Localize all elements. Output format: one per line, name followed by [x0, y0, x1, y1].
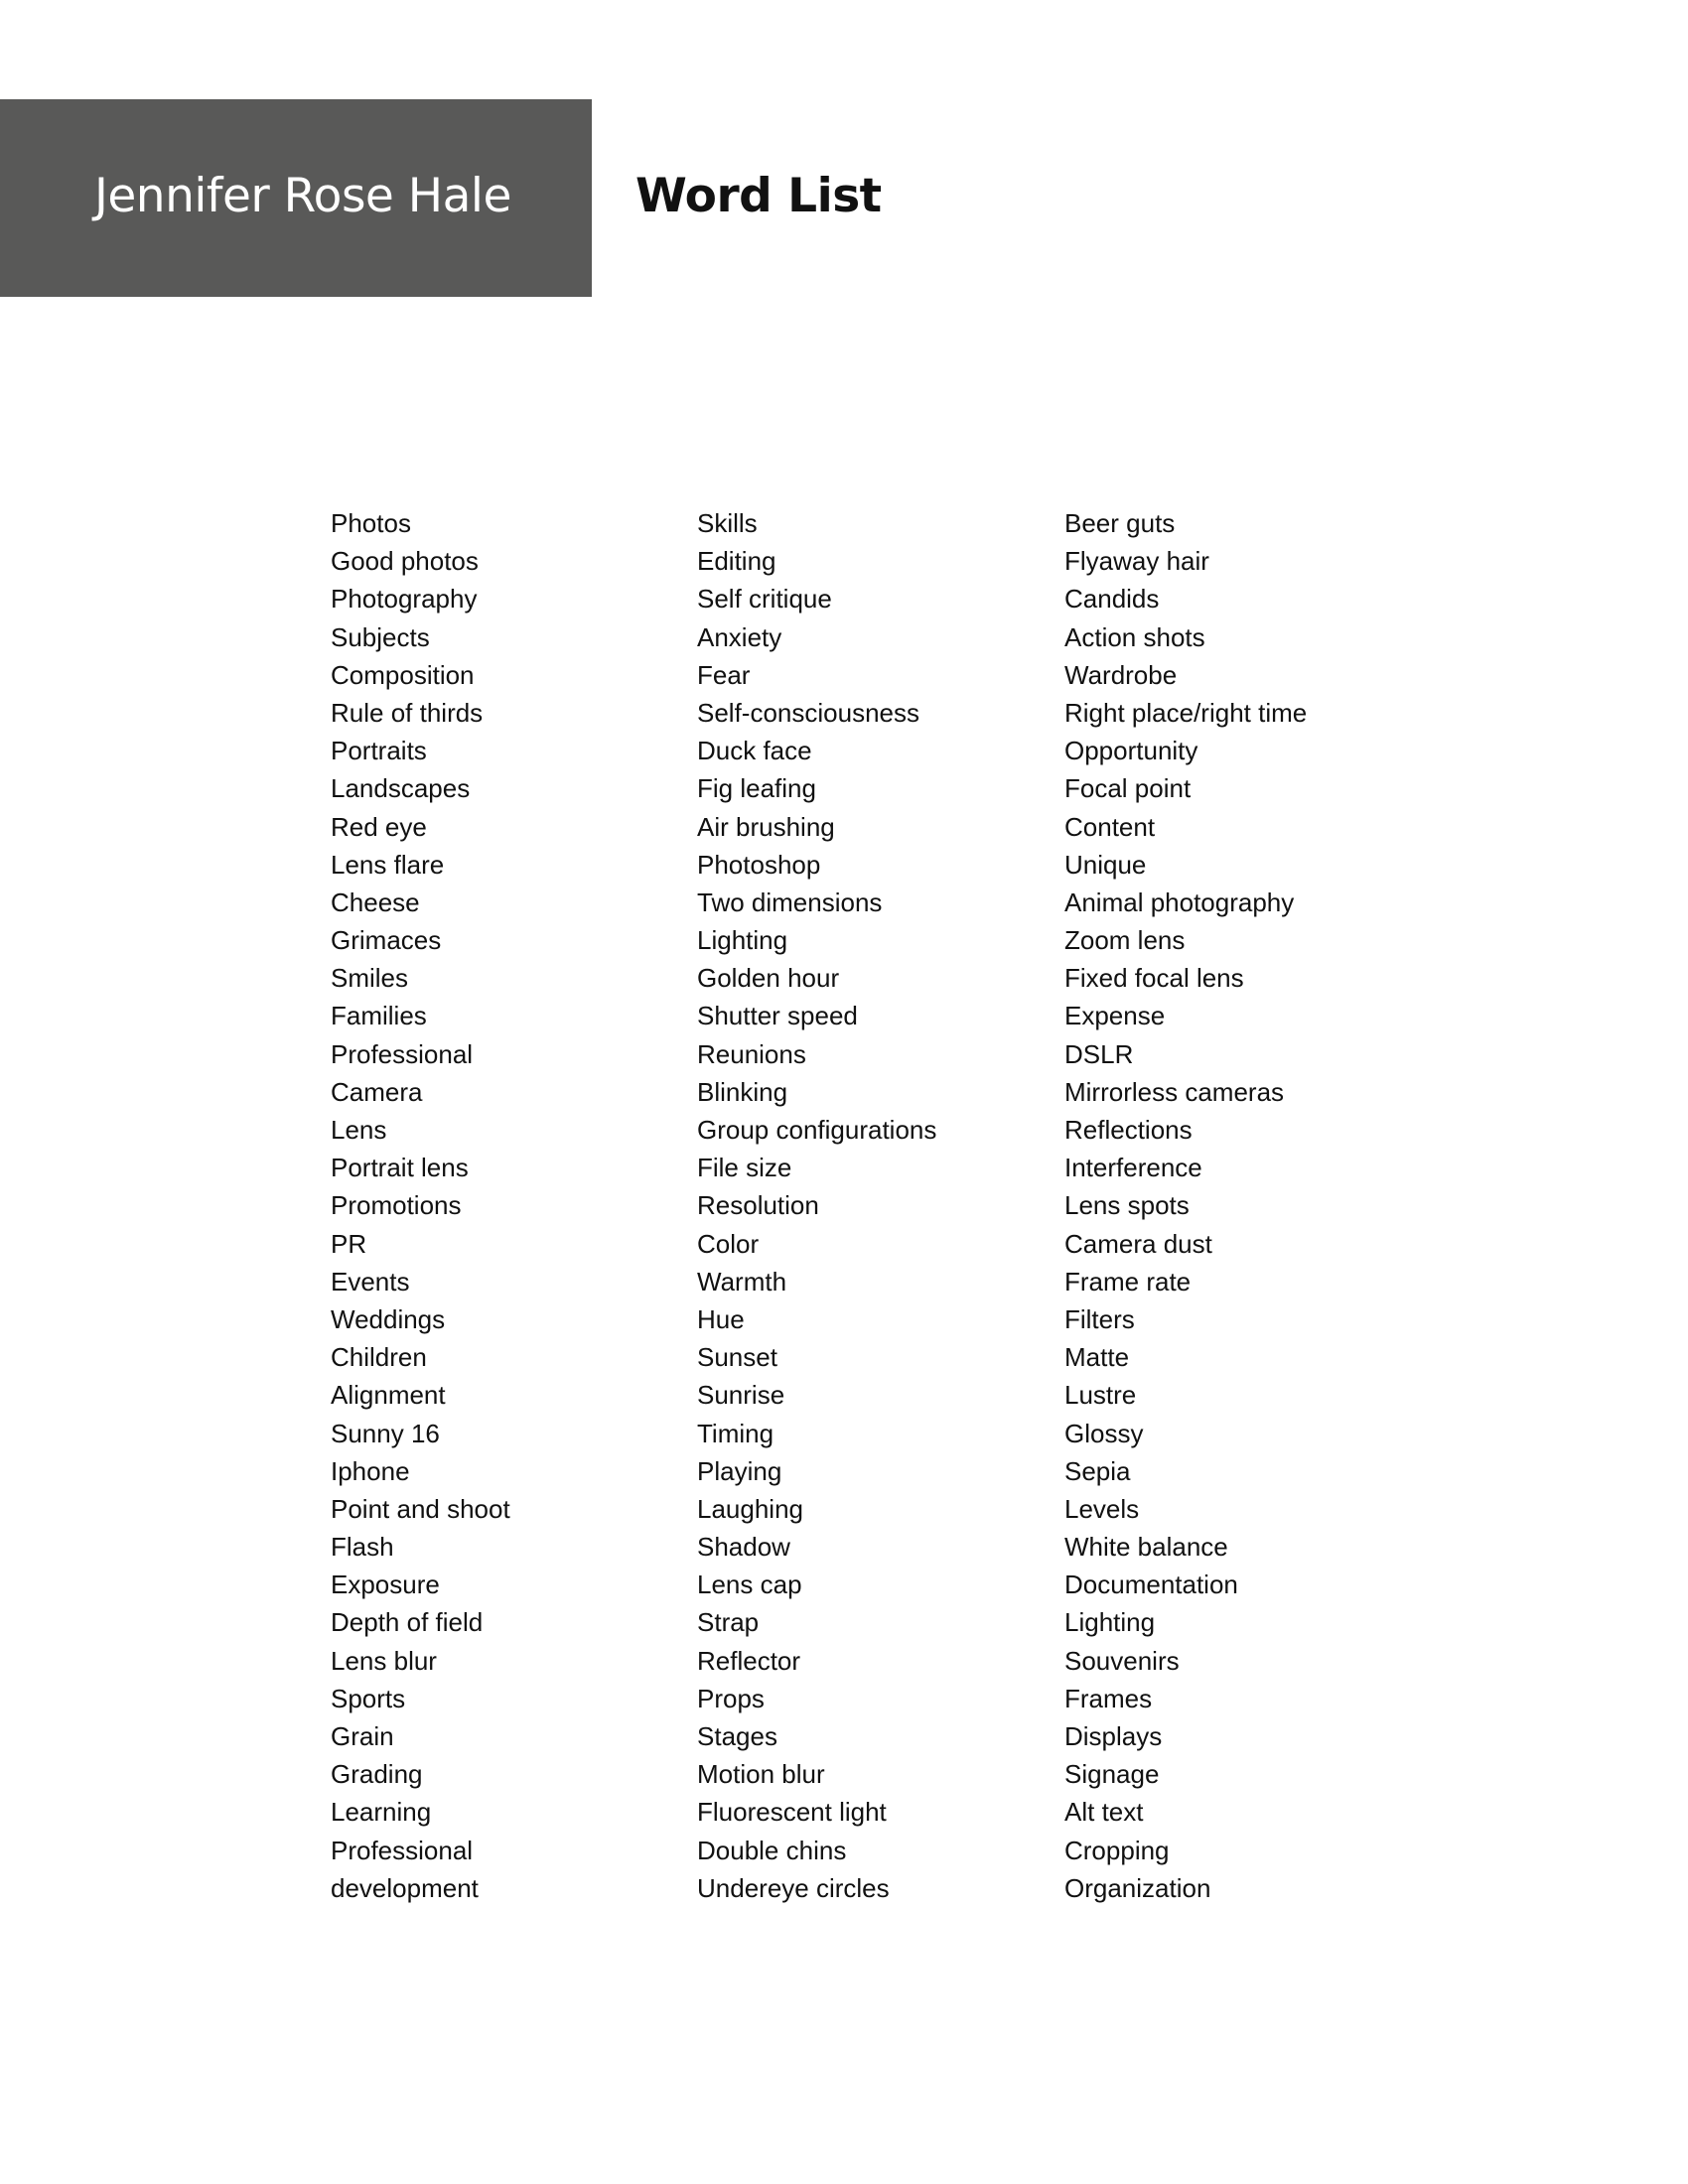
word-list-item: Reflector [697, 1645, 801, 1676]
word-list-item: Lighting [1064, 1607, 1156, 1638]
word-list-item: Reflections [1064, 1115, 1193, 1145]
word-list-item: Weddings [331, 1303, 446, 1334]
word-list-item: Glossy [1064, 1418, 1144, 1448]
word-list-item: Two dimensions [697, 887, 883, 917]
word-list-item: Animal photography [1064, 887, 1295, 917]
word-list-item: Souvenirs [1064, 1645, 1180, 1676]
word-list-item: Learning [331, 1797, 432, 1828]
word-list-item: Resolution [697, 1190, 819, 1221]
word-list-item: Professional [331, 1835, 474, 1865]
author-banner [0, 99, 592, 297]
word-list-item: Lens spots [1064, 1190, 1190, 1221]
word-list-item: Sunrise [697, 1380, 785, 1411]
word-list-item: Flyaway hair [1064, 546, 1209, 577]
word-list-item: Portrait lens [331, 1153, 469, 1183]
word-list-item: Promotions [331, 1190, 462, 1221]
word-list-item: Grimaces [331, 925, 442, 956]
word-list-item: Beer guts [1064, 508, 1176, 538]
word-list-item: Photoshop [697, 849, 821, 880]
word-list-item: Organization [1064, 1872, 1211, 1903]
word-list-item: Exposure [331, 1570, 440, 1600]
word-list-item: Mirrorless cameras [1064, 1076, 1285, 1107]
word-list-item: Zoom lens [1064, 925, 1186, 956]
word-list-item: Lens cap [697, 1570, 802, 1600]
word-list-item: PR [331, 1228, 367, 1259]
word-list-item: Expense [1064, 1001, 1166, 1031]
word-list-item: Lighting [697, 925, 788, 956]
word-list-item: Sports [331, 1683, 406, 1713]
word-list-item: Action shots [1064, 621, 1205, 652]
page-title: Word List [635, 169, 882, 223]
word-list-item: File size [697, 1153, 792, 1183]
word-list-item: Lens [331, 1115, 387, 1145]
word-list-item: Sepia [1064, 1455, 1131, 1486]
word-list-item: Playing [697, 1455, 782, 1486]
word-column-1 [331, 504, 510, 1907]
word-list-item: Shadow [697, 1532, 790, 1563]
word-list-item: Laughing [697, 1493, 803, 1524]
word-list-item: Interference [1064, 1153, 1202, 1183]
word-list-item: Golden hour [697, 963, 840, 994]
word-list-item: Content [1064, 811, 1156, 842]
word-list-item: Photos [331, 508, 411, 538]
word-list-item: Rule of thirds [331, 697, 484, 728]
word-list-item: Reunions [697, 1038, 806, 1069]
word-list-item: Unique [1064, 849, 1147, 880]
word-list-item: Smiles [331, 963, 409, 994]
word-list-item: Frames [1064, 1683, 1153, 1713]
word-list-item: Photography [331, 584, 478, 614]
word-column-2 [697, 504, 936, 1907]
word-list-item: Cropping [1064, 1835, 1170, 1865]
word-list-item: Point and shoot [331, 1493, 510, 1524]
word-list-item: Depth of field [331, 1607, 484, 1638]
word-list-item: Focal point [1064, 773, 1192, 804]
word-list-item: Alignment [331, 1380, 446, 1411]
word-list-item: DSLR [1064, 1038, 1134, 1069]
word-list-item: Iphone [331, 1455, 410, 1486]
word-list-item: Color [697, 1228, 760, 1259]
word-list-item: Undereye circles [697, 1872, 890, 1903]
word-list-item: Fixed focal lens [1064, 963, 1244, 994]
word-list-item: Alt text [1064, 1797, 1144, 1828]
word-list-item: Sunny 16 [331, 1418, 440, 1448]
word-list-item: Documentation [1064, 1570, 1238, 1600]
word-list-item: Fig leafing [697, 773, 816, 804]
word-list-item: Families [331, 1001, 427, 1031]
word-list-item: Editing [697, 546, 776, 577]
word-list-item: Hue [697, 1303, 745, 1334]
word-list-item: Landscapes [331, 773, 471, 804]
word-list-item: Props [697, 1683, 765, 1713]
word-list-item: Good photos [331, 546, 479, 577]
word-column-3 [1064, 504, 1307, 1907]
word-list-item: Sunset [697, 1342, 777, 1373]
word-list-item: Red eye [331, 811, 427, 842]
word-list-item: Frame rate [1064, 1266, 1192, 1297]
word-list-item: Signage [1064, 1759, 1160, 1790]
word-list-item: Portraits [331, 736, 427, 766]
word-list-item: Warmth [697, 1266, 787, 1297]
word-list-item: Air brushing [697, 811, 835, 842]
word-list-item: Wardrobe [1064, 659, 1178, 690]
word-list-item: Motion blur [697, 1759, 825, 1790]
word-list-item: Professional [331, 1038, 474, 1069]
word-list-item: Duck face [697, 736, 812, 766]
word-list-item: Flash [331, 1532, 394, 1563]
word-list-item: Opportunity [1064, 736, 1198, 766]
word-list-item: White balance [1064, 1532, 1228, 1563]
word-list-item: Right place/right time [1064, 697, 1308, 728]
word-list-item: Levels [1064, 1493, 1140, 1524]
author-name: Jennifer Rose Hale [94, 169, 511, 223]
word-list-item: Fluorescent light [697, 1797, 887, 1828]
word-list-item: Self-consciousness [697, 697, 919, 728]
word-list-item: Candids [1064, 584, 1160, 614]
word-list-item: Matte [1064, 1342, 1130, 1373]
word-list-item: development [331, 1872, 479, 1903]
word-list-item: Shutter speed [697, 1001, 858, 1031]
word-list-item: Events [331, 1266, 410, 1297]
word-list-item: Camera dust [1064, 1228, 1212, 1259]
word-list-item: Subjects [331, 621, 430, 652]
word-list-item: Cheese [331, 887, 420, 917]
word-list-item: Skills [697, 508, 758, 538]
word-list-item: Lens flare [331, 849, 445, 880]
word-list-item: Self critique [697, 584, 832, 614]
word-list-item: Displays [1064, 1721, 1163, 1751]
word-list-item: Grading [331, 1759, 423, 1790]
word-list-item: Timing [697, 1418, 774, 1448]
word-list-item: Double chins [697, 1835, 847, 1865]
word-list-item: Fear [697, 659, 751, 690]
word-list-item: Lens blur [331, 1645, 437, 1676]
word-list-item: Children [331, 1342, 427, 1373]
word-list-item: Filters [1064, 1303, 1135, 1334]
word-list-item: Stages [697, 1721, 777, 1751]
word-list-item: Anxiety [697, 621, 782, 652]
word-list-item: Group configurations [697, 1115, 937, 1145]
word-list-item: Lustre [1064, 1380, 1137, 1411]
word-list-item: Strap [697, 1607, 760, 1638]
word-list-item: Grain [331, 1721, 394, 1751]
word-list-item: Camera [331, 1076, 423, 1107]
word-list-item: Blinking [697, 1076, 788, 1107]
word-list-item: Composition [331, 659, 475, 690]
